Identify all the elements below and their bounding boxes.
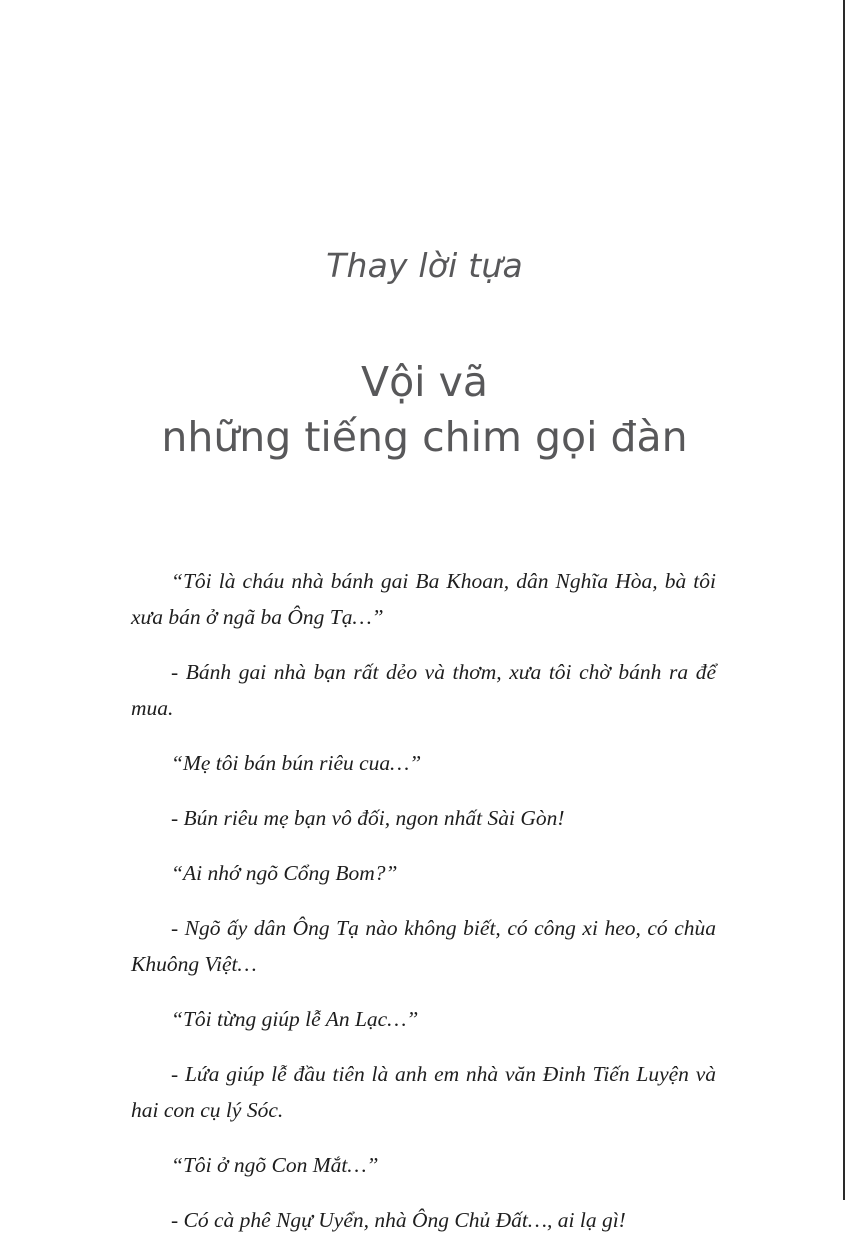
page-edge-line [843,0,845,1200]
chapter-title-line-2: những tiếng chim gọi đàn [161,413,688,461]
paragraph: “Tôi ở ngõ Con Mắt…” [171,1153,379,1177]
paragraph: “Mẹ tôi bán bún riêu cua…” [171,751,422,775]
paragraph: “Tôi từng giúp lễ An Lạc…” [171,1007,419,1031]
paragraph: - Có cà phê Ngự Uyển, nhà Ông Chủ Đất…, ai lạ gì! [171,1208,626,1232]
body-text [131,563,716,1257]
paragraph: - Bún riêu mẹ bạn vô đối, ngon nhất Sài Gòn! [171,806,565,830]
paragraph: - Lứa giúp lễ đầu tiên là anh em nhà văn Đinh Tiến Luyện và hai con cụ lý Sóc. [131,1062,716,1122]
paragraph: - Ngõ ấy dân Ông Tạ nào không biết, có công xi heo, có chùa Khuông Việt… [131,916,716,976]
paragraph: “Ai nhớ ngõ Cổng Bom?” [171,861,398,885]
paragraph: - Bánh gai nhà bạn rất dẻo và thơm, xưa tôi chờ bánh ra để mua. [131,660,716,720]
paragraph: “Tôi là cháu nhà bánh gai Ba Khoan, dân Nghĩa Hòa, bà tôi xưa bán ở ngã ba Ông Tạ…” [131,569,716,629]
chapter-subtitle: Thay lời tựa [326,246,523,285]
chapter-title-line-1: Vội vã [361,358,488,406]
chapter-title [0,355,849,465]
